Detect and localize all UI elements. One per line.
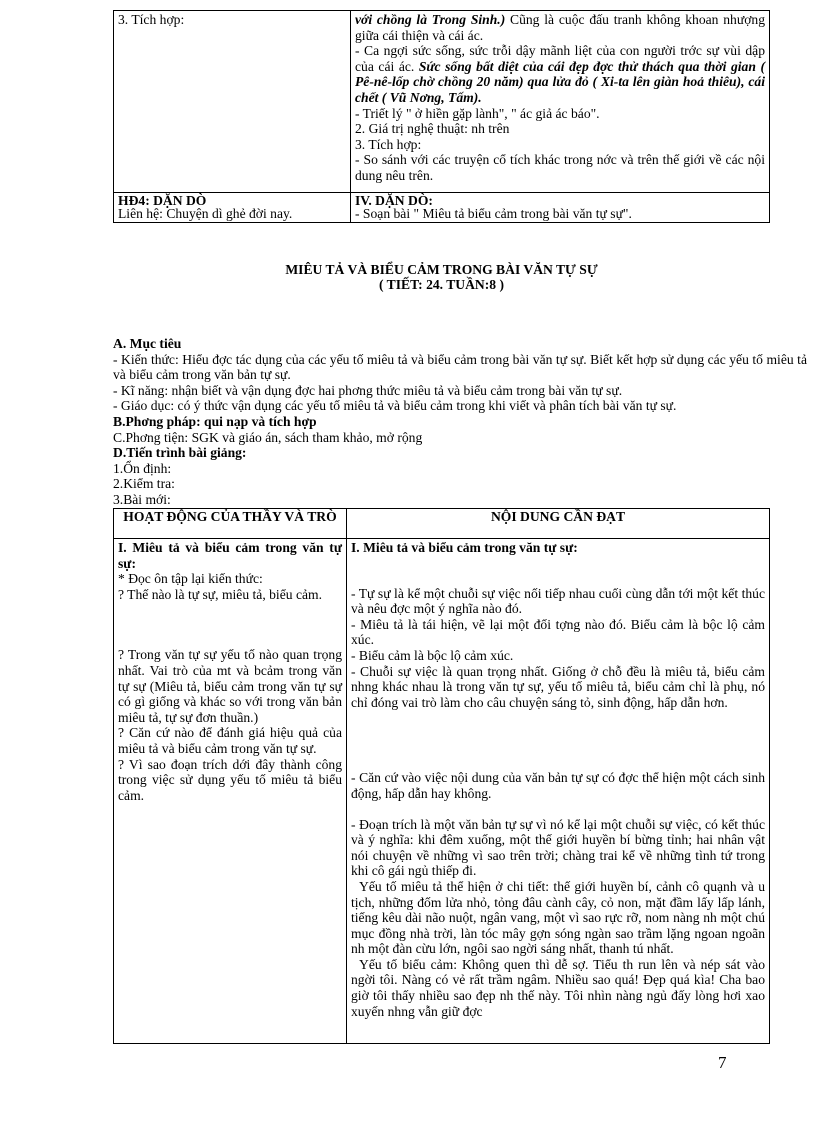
objectives-section bbox=[113, 336, 807, 508]
praise-text: - Ca ngợi sức sống, sức trỗi dậy mãnh liệt của con người trớc sự vùi dập của cái ác. bbox=[355, 43, 765, 74]
art-value-line: 2. Giá trị nghệ thuật: nh trên bbox=[355, 121, 510, 137]
teaching-means-label: C.Phơng tiện bbox=[113, 429, 185, 445]
header-content: NỘI DUNG CẦN ĐẠT bbox=[347, 509, 770, 539]
intro-paragraph bbox=[355, 12, 765, 43]
intro-rest-text: Cũng là cuộc đấu tranh không khoan nhượng giữa cái thiện và cái ác. bbox=[355, 12, 765, 43]
lesson-process: D.Tiến trình bài giảng: bbox=[113, 445, 247, 461]
integration-label: 3. Tích hợp: bbox=[118, 12, 185, 27]
spacer bbox=[351, 710, 765, 740]
spacer bbox=[351, 740, 765, 770]
answer-description: - Miêu tả là tái hiện, vẽ lại một đối tợng nào đó. Biểu cảm là bộc lộ cảm xúc. bbox=[351, 616, 765, 648]
praise-bold-text: Sức sống bất diệt của cái đẹp đợc thử thách qua thời gian ( Pê-nê-lốp chờ chồng 20 năm) qua lửa đỏ ( Xi-ta lên giàn hoả thiêu), cái chết ( Vũ Nơng, Tấm). bbox=[355, 58, 765, 105]
step-new-lesson: 3.Bài mới: bbox=[113, 491, 171, 507]
intro-bold-text: với chồng là Trong Sinh.) bbox=[355, 12, 506, 27]
teaching-means bbox=[113, 430, 807, 446]
comparison-line: - So sánh với các truyện cổ tích khác trong nớc và trên thế giới về các nội dung nêu trên. bbox=[355, 152, 765, 183]
integration-line: 3. Tích hợp: bbox=[355, 136, 422, 152]
question-3: ? Căn cứ nào để đánh giá hiệu quả của miêu tả và biểu cảm trong văn tự sự. bbox=[118, 725, 342, 756]
objective-education: - Giáo dục: có ý thức vận dụng các yếu tố miêu tả và biểu cảm trong khi viết và phân tích bài văn tự sự. bbox=[113, 398, 677, 414]
question-2: ? Trong văn tự sự yếu tố nào quan trọng nhất. Vai trò của mt và bcảm trong văn tự sự (Miêu tả, biểu cảm trong văn tự sự có gì giống và khác so với trong văn bản miêu tả, tự sự đơn thuần.) bbox=[118, 647, 342, 725]
content-column bbox=[347, 539, 770, 1044]
teaching-method: B.Phơng pháp: qui nạp và tích hợp bbox=[113, 413, 317, 429]
answer-expression: - Biểu cảm là bộc lộ cảm xúc. bbox=[351, 647, 514, 663]
answer-criteria: - Căn cứ vào việc nội dung của văn bản tự sự có đợc thể hiện một cách sinh động, hấp dẫn hay không. bbox=[351, 770, 765, 801]
integration-cell-left bbox=[114, 11, 351, 193]
homework-text: - Soạn bài " Miêu tả biểu cảm trong bài văn tự sự". bbox=[355, 206, 632, 221]
activities-column bbox=[114, 539, 347, 1044]
spacer bbox=[351, 802, 765, 817]
previous-lesson-table bbox=[113, 10, 770, 223]
step-stabilize: 1.Ổn định: bbox=[113, 460, 172, 476]
lesson-period: ( TIẾT: 24. TUẦN:8 ) bbox=[379, 277, 504, 292]
homework-activity-title: HĐ4: DẶN DÒ bbox=[118, 193, 207, 208]
homework-cell-right bbox=[351, 193, 770, 223]
objective-knowledge: - Kiến thức: Hiểu đợc tác dụng của các yếu tố miêu tả và biểu cảm trong bài văn tự sự. Biết kết hợp sử dụng các yếu tố miêu tả và biểu cảm trong văn bản tự sự. bbox=[113, 351, 807, 383]
homework-title: IV. DẶN DÒ: bbox=[355, 193, 433, 208]
praise-paragraph bbox=[355, 43, 765, 105]
teaching-means-text: : SGK và giáo án, sách tham khảo, mở rộng bbox=[184, 429, 423, 445]
activity-review: * Đọc ôn tập lại kiến thức: bbox=[118, 571, 263, 587]
spacer bbox=[351, 556, 765, 586]
philosophy-line: - Triết lý " ở hiền gặp lành", " ác giả ác báo". bbox=[355, 105, 600, 121]
homework-activity-text: Liên hệ: Chuyện dì ghẻ đời nay. bbox=[118, 206, 293, 221]
objective-skills: - Kĩ năng: nhận biết và vận dụng đợc hai phơng thức miêu tả và biểu cảm trong bài văn tự sự. bbox=[113, 382, 623, 398]
question-1: ? Thế nào là tự sự, miêu tả, biểu cảm. bbox=[118, 586, 322, 602]
lesson-heading: MIÊU TẢ VÀ BIỂU CẢM TRONG BÀI VĂN TỰ SỰ bbox=[285, 262, 598, 277]
answer-narrative: - Tự sự là kể một chuỗi sự việc nối tiếp nhau cuối cùng dẫn tới một kết thúc và nêu đợc một ý nghĩa nào đó. bbox=[351, 585, 765, 617]
spacer bbox=[118, 602, 342, 632]
integration-cell-right bbox=[351, 11, 770, 193]
step-check: 2.Kiểm tra: bbox=[113, 476, 175, 492]
answer-importance: - Chuỗi sự việc là quan trọng nhất. Giống ở chỗ đều là miêu tả, biểu cảm nhng khác nhau là trong văn tự sự, yếu tố miêu tả, biểu cảm chỉ là phụ, nó chỉ đóng vai trò làm cho câu chuyện sáng tỏ, sinh động, hấp dẫn hơn. bbox=[351, 663, 765, 710]
answer-description-details: Yếu tố miêu tả thể hiện ở chi tiết: thế giới huyền bí, cảnh cô quạnh và u tịch, những đốm lửa nhỏ, tỏng đâu cành cây, cỏ non, mặt đầm lấy lấp lánh, tiếng kêu dài não nuột, ngân vang, một vì sao rực rỡ, nom nàng nh một chú mục đồng nhà trời, làn tóc mây gợn sóng ngàn sao trầm lặng ngoan ngoãn nh một đàn cừu lớn, ngôi sao ngời sáng nhất, thanh tú nhất. bbox=[351, 878, 765, 957]
answer-excerpt: - Đoạn trích là một văn bản tự sự vì nó kể lại một chuỗi sự việc, có kết thúc và ý nghĩa: khi đêm xuống, một thế giới huyền bí bừng tỉnh; hai nhân vật nói chuyện về những vì sao trên trời; chàng trai kể về những tình tứ trong khi cô gái ngủ thiếp đi. bbox=[351, 816, 765, 879]
lesson-activity-table bbox=[113, 508, 770, 1044]
activity-section-title: I. Miêu tả và biểu cảm trong văn tự sự: bbox=[118, 540, 342, 571]
spacer bbox=[118, 632, 342, 647]
header-activities: HOẠT ĐỘNG CỦA THẦY VÀ TRÒ bbox=[114, 509, 347, 539]
objectives-title: A. Mục tiêu bbox=[113, 336, 182, 351]
question-4: ? Vì sao đoạn trích dới đây thành công trong việc sử dụng yếu tố miêu tả biểu cảm. bbox=[118, 756, 342, 803]
answer-expression-details: Yếu tố biểu cảm: Không quen thì dễ sợ. Tiểu th run lên và nép sát vào ngời tôi. Nàng có vẻ rất trầm ngâm. Nhiều sao quá! Đẹp quá kìa! Cha bao giờ tôi thấy nhiều sao đẹp nh thế này. Tôi nhìn nàng ngủ đấy lòng hơi xao xuyến nhng vẫn giữ đợc bbox=[351, 956, 765, 1019]
content-section-title: I. Miêu tả và biểu cảm trong văn tự sự: bbox=[351, 540, 578, 555]
homework-cell-left bbox=[114, 193, 351, 223]
page-number: 7 bbox=[718, 1053, 727, 1072]
